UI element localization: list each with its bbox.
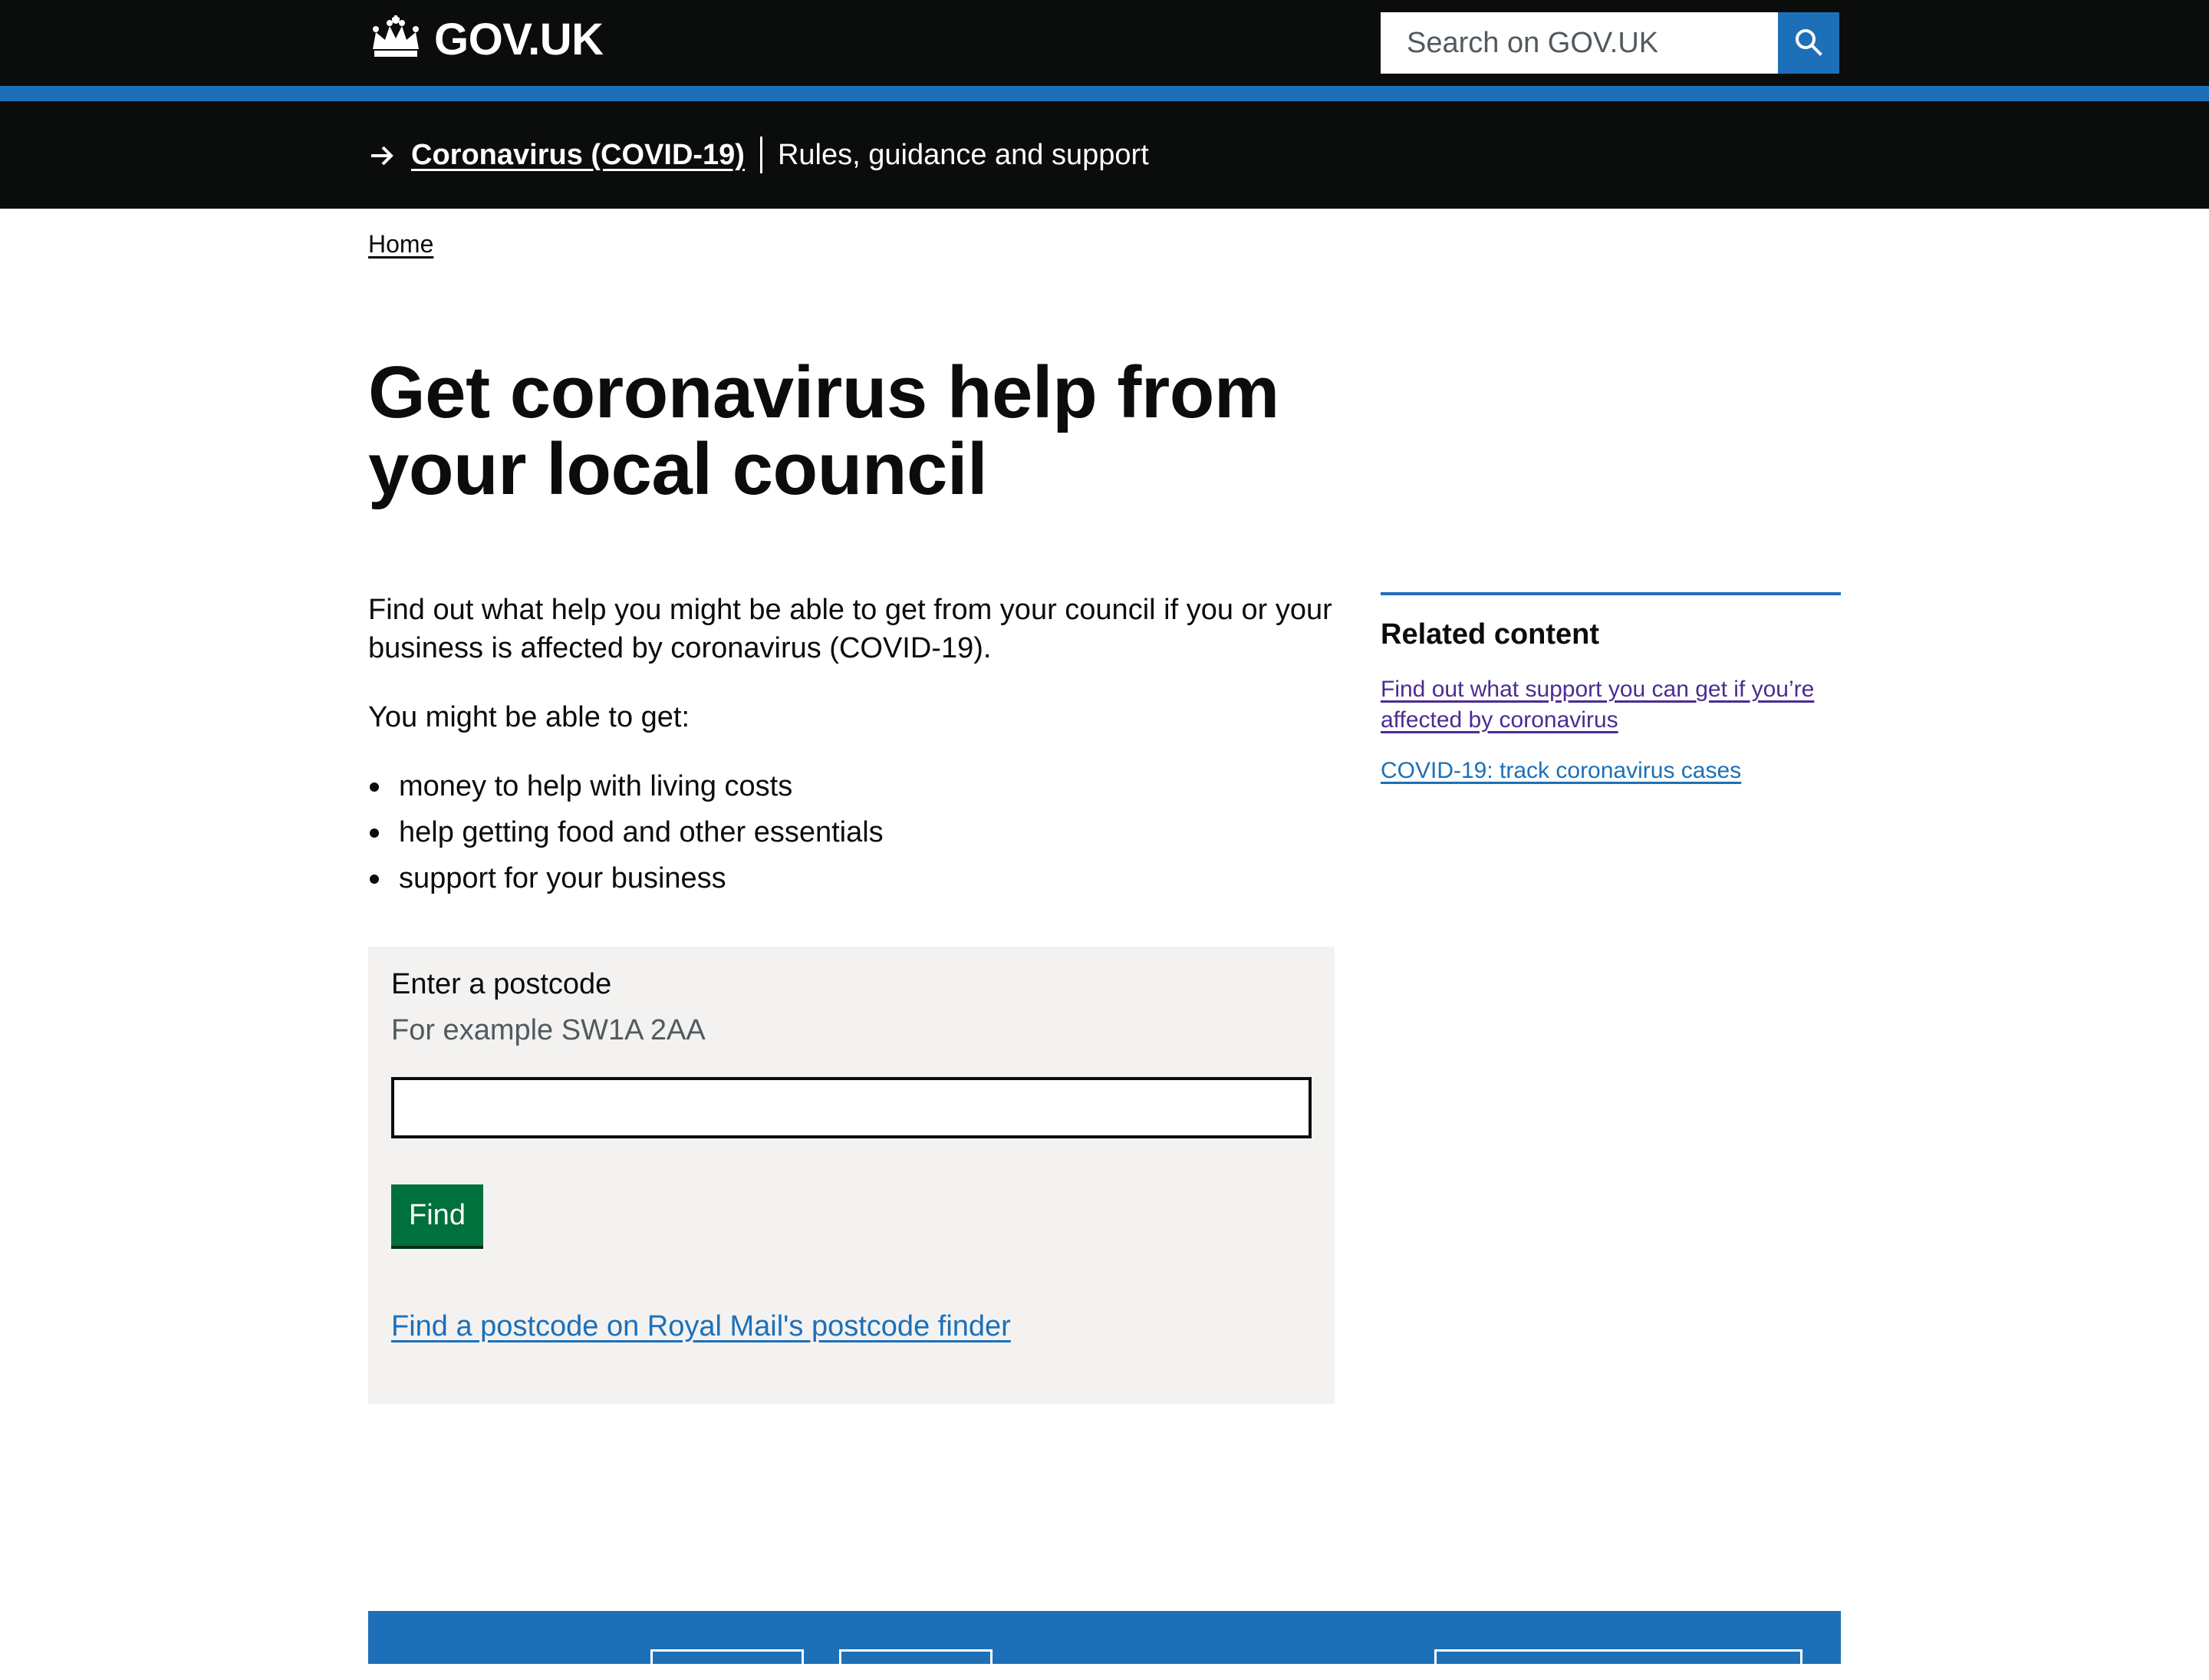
- covid-link[interactable]: Coronavirus (COVID-19): [411, 138, 745, 171]
- postcode-label: Enter a postcode: [391, 968, 612, 1000]
- might-get-text: You might be able to get:: [368, 701, 690, 733]
- govuk-logo-link[interactable]: [368, 14, 603, 65]
- arrow-right-icon: [368, 137, 411, 173]
- main-content: [368, 591, 1335, 905]
- report-problem-button[interactable]: [1434, 1649, 1802, 1680]
- site-search: [1381, 12, 1839, 74]
- postcode-input[interactable]: [391, 1077, 1312, 1138]
- breadcrumb-home[interactable]: Home: [368, 230, 434, 258]
- help-list: [368, 767, 1335, 898]
- list-item: money to help with living costs: [368, 767, 1335, 805]
- feedback-no-button[interactable]: [839, 1649, 993, 1680]
- covid-banner: [0, 101, 2209, 209]
- related-link-support[interactable]: Find out what support you can get if you’re affected by coronavirus: [1381, 677, 1815, 733]
- page-title: Get coronavirus help from your local council: [368, 351, 1279, 510]
- banner-divider: [760, 137, 762, 173]
- search-icon: [1793, 27, 1824, 60]
- covid-description: Rules, guidance and support: [777, 138, 1149, 171]
- royal-mail-postcode-finder-link[interactable]: Find a postcode on Royal Mail's postcode finder: [391, 1310, 1011, 1342]
- list-item: [1381, 674, 1841, 736]
- list-item: support for your business: [368, 859, 1335, 898]
- related-links: [1381, 674, 1841, 786]
- related-content: [1381, 592, 1841, 806]
- postcode-form: [368, 947, 1335, 1404]
- find-button[interactable]: Find: [391, 1184, 483, 1246]
- list-item: help getting food and other essentials: [368, 813, 1335, 852]
- related-link-track-cases[interactable]: COVID-19: track coronavirus cases: [1381, 758, 1742, 783]
- header-accent-bar: [0, 86, 2209, 101]
- govuk-logo-text: GOV.UK: [434, 15, 604, 64]
- related-content-title: Related content: [1381, 618, 1600, 651]
- site-header: [0, 0, 2209, 86]
- intro-text: Find out what help you might be able to get from your council if you or your business is affected by coronavirus (COVID-19).: [368, 594, 1332, 664]
- search-button[interactable]: [1778, 12, 1839, 74]
- list-item: [1381, 756, 1841, 786]
- crown-icon: [368, 15, 423, 64]
- search-input[interactable]: [1381, 12, 1778, 74]
- postcode-hint: For example SW1A 2AA: [391, 1014, 706, 1046]
- footer-feedback-strip: [368, 1611, 1841, 1664]
- breadcrumb: [368, 230, 433, 259]
- feedback-yes-button[interactable]: [650, 1649, 804, 1680]
